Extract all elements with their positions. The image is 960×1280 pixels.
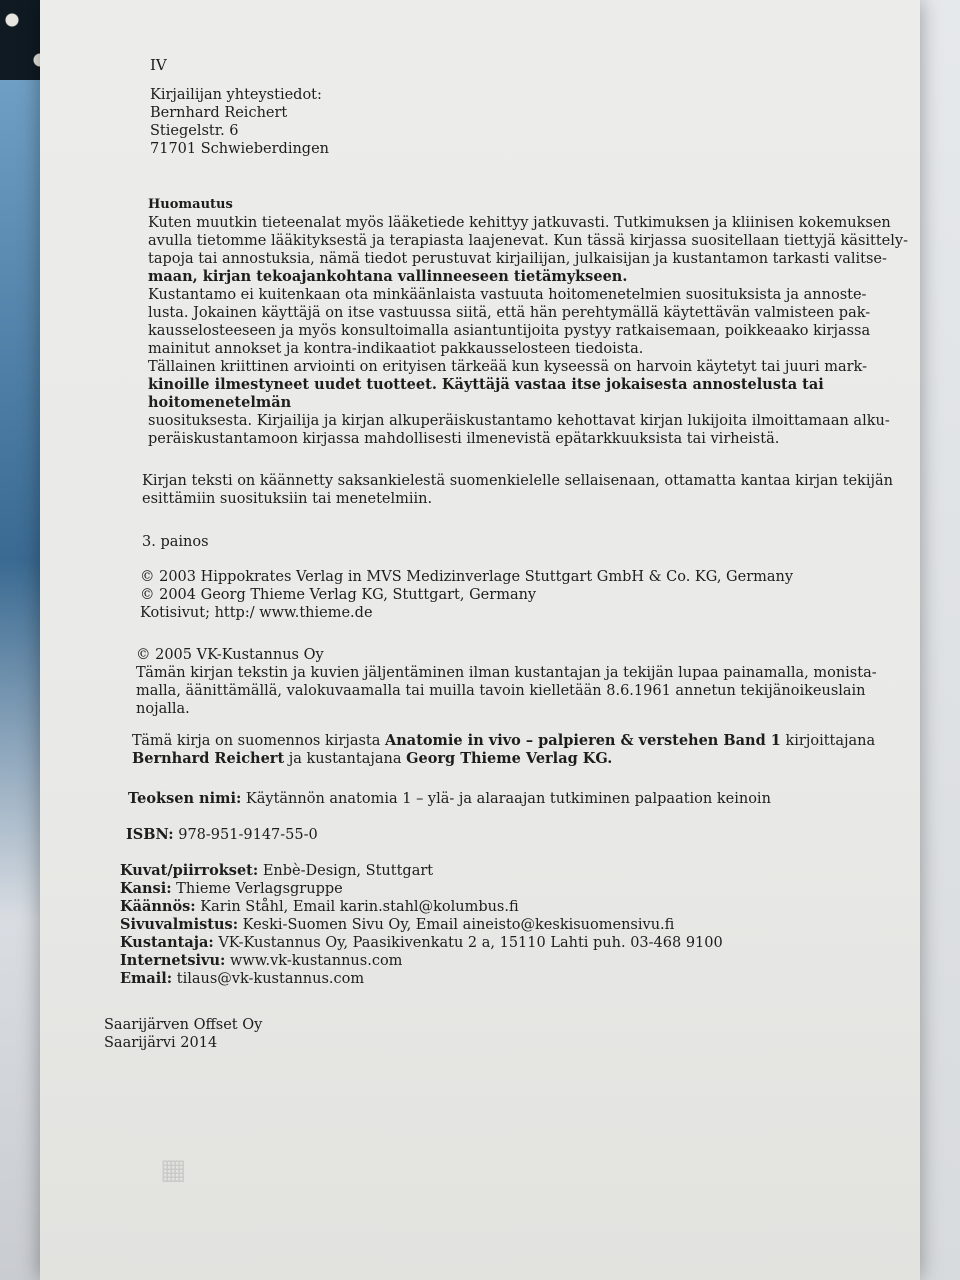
credit-label: Email: — [120, 970, 173, 987]
edition-text: 3. painos — [142, 534, 209, 550]
original-prefix: Tämä kirja on suomennos kirjasta — [132, 733, 385, 749]
edition — [142, 533, 209, 551]
credit-value: Thieme Verlagsgruppe — [171, 881, 343, 897]
notice-line: Kuten muutkin tieteenalat myös lääketiede kehittyy jatkuvasti. Tutkimuksen ja kliinisen kokemuksen — [148, 215, 891, 231]
author-street: Stiegelstr. 6 — [150, 123, 239, 139]
copyright-line: © 2005 VK-Kustannus Oy — [136, 647, 324, 663]
credit-label: Kuvat/piirrokset: — [120, 862, 259, 879]
credit-line — [120, 880, 910, 898]
original-author: Bernhard Reichert — [132, 750, 285, 767]
author-name: Bernhard Reichert — [150, 105, 288, 121]
notice-line: Tällainen kriittinen arviointi on erityisen tärkeää kun kyseessä on harvoin käytetyt tai juuri mark- — [148, 359, 867, 375]
original-work — [132, 732, 912, 768]
credits — [120, 862, 910, 988]
credit-line — [120, 862, 910, 880]
isbn-value: 978-951-9147-55-0 — [173, 827, 318, 843]
copyright-line: Kotisivut; http:/ www.thieme.de — [140, 605, 373, 621]
copyright-line: © 2004 Georg Thieme Verlag KG, Stuttgart, Germany — [140, 587, 537, 603]
credit-line — [120, 970, 910, 988]
notice-line: lusta. Jokainen käyttäjä on itse vastuussa siitä, että hän perehtymällä käytettävän valmisteen pak- — [148, 305, 871, 321]
notice-line: tapoja tai annostuksia, nämä tiedot perustuvat kirjailijan, julkaisijan ja kustantamon tarkasti valitse- — [148, 251, 887, 267]
original-title: Anatomie in vivo – palpieren & verstehen Band 1 — [385, 732, 781, 749]
credit-label: Sivuvalmistus: — [120, 916, 239, 933]
credit-value: Keski-Suomen Sivu Oy, Email aineisto@keskisuomensivu.fi — [238, 917, 675, 933]
notice-section — [148, 196, 908, 448]
copyright-line: malla, äänittämällä, valokuvaamalla tai muilla tavoin kielletään 8.6.1961 annetun tekijänoikeuslain — [136, 683, 866, 699]
translation-note — [142, 472, 912, 508]
original-line-1 — [132, 732, 912, 750]
credit-value: tilaus@vk-kustannus.com — [172, 971, 365, 987]
credit-line — [120, 952, 910, 970]
notice-line: avulla tietomme lääkityksestä ja terapiasta laajenevat. Kun tässä kirjassa suositellaan tiettyjä käsittely- — [148, 233, 908, 249]
notice-line: mainitut annokset ja kontra-indikaatiot pakkausselosteen tiedoista. — [148, 341, 644, 357]
work-name-value: Käytännön anatomia 1 – ylä- ja alaraajan tutkiminen palpaation keinoin — [241, 791, 771, 807]
credit-label: Käännös: — [120, 898, 196, 915]
page-number: IV — [150, 56, 167, 74]
credit-value: www.vk-kustannus.com — [225, 953, 403, 969]
translation-note-line: esittämiin suosituksiin tai menetelmiin. — [142, 491, 433, 507]
author-city: 71701 Schwieberdingen — [150, 141, 330, 157]
notice-line: kausselosteeseen ja myös konsultoimalla asiantuntijoita pystyy ratkaisemaan, poikkeaako kirjassa — [148, 323, 871, 339]
work-name-line — [128, 790, 908, 808]
notice-line: Kustantamo ei kuitenkaan ota minkäänlaista vastuuta hoitomenetelmien suosituksista ja annoste- — [148, 287, 867, 303]
notice-line: suosituksesta. Kirjailija ja kirjan alkuperäiskustantamo kehottavat kirjan lukijoita ilmoittamaan alku- — [148, 413, 890, 429]
printer-line: Saarijärvi 2014 — [104, 1035, 218, 1051]
printer-line: Saarijärven Offset Oy — [104, 1017, 263, 1033]
translation-note-line: Kirjan teksti on käännetty saksankielestä suomenkielelle sellaisenaan, ottamatta kantaa kirjan tekijän — [142, 473, 893, 489]
work-name-label: Teoksen nimi: — [128, 790, 242, 807]
credit-line — [120, 898, 910, 916]
copyright-line: © 2003 Hippokrates Verlag in MVS Medizinverlage Stuttgart GmbH & Co. KG, Germany — [140, 569, 794, 585]
notice-line: kinoille ilmestyneet uudet tuotteet. Käyttäjä vastaa itse jokaisesta annostelusta tai hoitomenetelmän — [148, 376, 824, 411]
credit-line — [120, 916, 910, 934]
copyright-german — [140, 568, 910, 622]
work-name — [128, 790, 908, 808]
isbn-label: ISBN: — [126, 826, 174, 843]
original-mid: kirjoittajana — [780, 733, 876, 749]
isbn-line — [126, 826, 906, 844]
book-page — [40, 0, 920, 1280]
notice-heading: Huomautus — [148, 197, 233, 212]
original-mid2: ja kustantajana — [284, 751, 407, 767]
copyright-line: Tämän kirjan tekstin ja kuvien jäljentäminen ilman kustantajan ja tekijän lupaa painamalla, monista- — [136, 665, 877, 681]
original-publisher: Georg Thieme Verlag KG. — [406, 750, 613, 767]
credit-label: Kustantaja: — [120, 934, 214, 951]
credit-line — [120, 934, 910, 952]
author-contact-heading: Kirjailijan yhteystiedot: — [150, 87, 322, 103]
isbn — [126, 826, 906, 844]
show-through-logo: ▦ — [160, 1157, 187, 1190]
notice-line: maan, kirjan tekoajankohtana vallinneeseen tietämykseen. — [148, 268, 628, 285]
printer — [104, 1016, 262, 1052]
credit-value: VK-Kustannus Oy, Paasikivenkatu 2 a, 15110 Lahti puh. 03-468 9100 — [213, 935, 723, 951]
original-line-2 — [132, 750, 912, 768]
credit-label: Internetsivu: — [120, 952, 226, 969]
notice-line: peräiskustantamoon kirjassa mahdollisesti ilmenevistä epätarkkuuksista tai virheistä. — [148, 431, 780, 447]
copyright-line: nojalla. — [136, 701, 190, 717]
author-contact — [150, 86, 329, 158]
credit-value: Karin Ståhl, Email karin.stahl@kolumbus.fi — [195, 899, 519, 915]
credit-value: Enbè-Design, Stuttgart — [258, 863, 434, 879]
copyright-finnish — [136, 646, 916, 718]
credit-label: Kansi: — [120, 880, 172, 897]
